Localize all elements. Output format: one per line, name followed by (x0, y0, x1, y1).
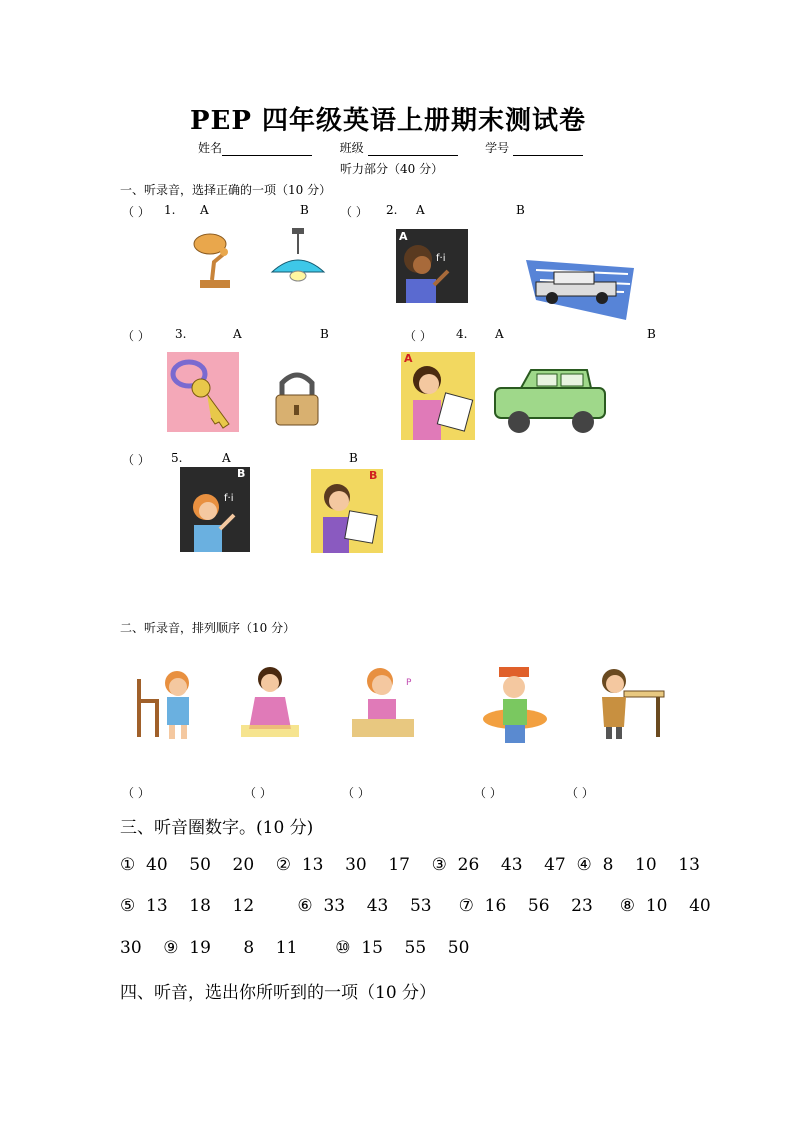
boy-at-table-image (594, 663, 666, 741)
q2-option-b: B (516, 203, 525, 217)
q4-option-a: A (495, 327, 504, 341)
number-row-2: ⑤ 13 18 12 ⑥ 33 43 53 ⑦ 16 56 23 ⑧ 10 40 (120, 896, 711, 916)
key-image (167, 352, 239, 432)
q2-answer-blank[interactable]: （ ） (340, 205, 368, 219)
q4-option-b: B (647, 327, 656, 341)
class-field[interactable] (368, 141, 458, 156)
number-row-1: ① 40 50 20 ② 13 30 17 ③ 26 43 47 ④ 8 10 13 (120, 855, 700, 875)
order-blank-4[interactable]: （ ） (474, 786, 502, 800)
padlock-image (264, 365, 330, 431)
boy-writing-image (311, 469, 383, 553)
q2-option-a: A (416, 203, 425, 217)
q3-option-b: B (320, 327, 329, 341)
taxi-image (516, 240, 636, 322)
q5-option-a: A (222, 451, 231, 465)
boy-with-cap-image (481, 663, 549, 745)
girl-on-floor-image (239, 663, 301, 741)
q3-option-a: A (233, 327, 242, 341)
page-title: PEP 四年级英语上册期末测试卷 (190, 106, 586, 136)
q2-number: 2. (386, 203, 398, 217)
section3-heading: 三、听音圈数字。(10 分) (120, 818, 314, 838)
section1-heading: 一、听录音，选择正确的一项（10 分） (120, 183, 332, 197)
q5-option-b: B (349, 451, 358, 465)
number-row-3: 30 ⑨ 19 8 11 ⑩ 15 55 50 (120, 938, 470, 958)
q5-number: 5. (171, 451, 183, 465)
q1-option-b: B (300, 203, 309, 217)
girl-writing-image (401, 352, 475, 440)
number-field[interactable] (513, 141, 583, 156)
q5a-board-text: f·i (224, 493, 234, 504)
name-field[interactable] (222, 141, 312, 156)
q5-answer-blank[interactable]: （ ） (122, 453, 150, 467)
ceiling-lamp-image (266, 228, 330, 286)
order-blank-5[interactable]: （ ） (566, 786, 594, 800)
q1-option-a: A (200, 203, 209, 217)
order-blank-1[interactable]: （ ） (122, 786, 150, 800)
student-info-row (198, 139, 583, 156)
q2a-letter: A (399, 230, 408, 243)
girl-with-chair-image (133, 665, 199, 740)
order-blank-3[interactable]: （ ） (342, 786, 370, 800)
girl-at-desk-image (350, 663, 416, 739)
jeep-image (491, 364, 613, 436)
desk-lamp-image (190, 228, 240, 290)
q1-number: 1. (164, 203, 176, 217)
svg-text:P: P (406, 678, 412, 688)
q3-answer-blank[interactable]: （ ） (122, 329, 150, 343)
q4-number: 4. (456, 327, 468, 341)
number-label: 学号 (485, 141, 510, 155)
order-blank-2[interactable]: （ ） (244, 786, 272, 800)
q4-answer-blank[interactable]: （ ） (404, 329, 432, 343)
q1-answer-blank[interactable]: （ ） (122, 205, 150, 219)
q5a-letter: B (237, 467, 246, 480)
q2a-board-text: f·i (436, 253, 446, 264)
boy-at-blackboard-image (396, 229, 468, 303)
section2-heading: 二、听录音，排列顺序（10 分） (120, 621, 296, 635)
girl-at-blackboard-image (180, 467, 250, 552)
name-label: 姓名 (198, 141, 223, 155)
q4a-letter: A (404, 352, 413, 365)
listening-part-label: 听力部分（40 分） (340, 162, 444, 176)
class-label: 班级 (339, 141, 364, 155)
q5b-letter: B (369, 469, 378, 482)
q3-number: 3. (175, 327, 187, 341)
section4-heading: 四、听音，选出你所听到的一项（10 分） (120, 983, 437, 1003)
